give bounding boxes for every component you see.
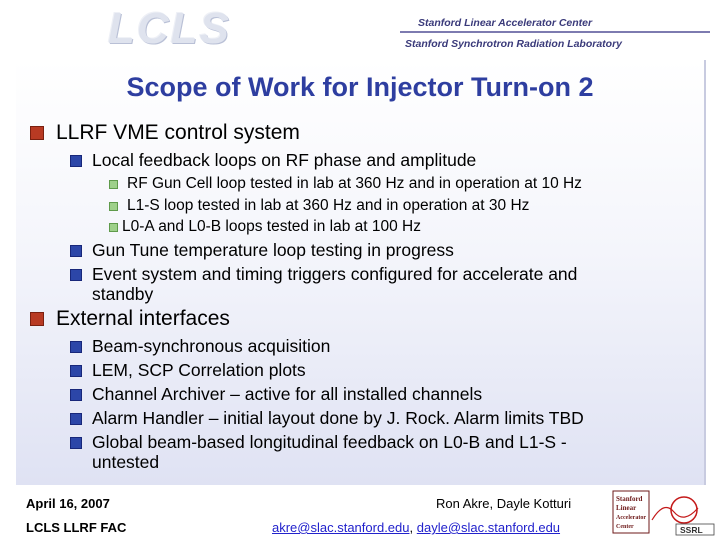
bullet-event-system: [70, 264, 577, 304]
bullet-external-interfaces: [30, 306, 230, 332]
email-separator: ,: [409, 520, 414, 535]
bullet-local-feedback: [70, 150, 476, 170]
square-bullet-icon: [70, 413, 82, 425]
bullet-text: External interfaces: [56, 307, 230, 330]
bullet-text: [92, 264, 577, 304]
square-bullet-icon: [70, 437, 82, 449]
ssrl-text: SSRL: [680, 525, 703, 535]
square-bullet-icon: [70, 389, 82, 401]
bullet-llrf-vme: [30, 120, 300, 146]
email-link-akre[interactable]: akre@slac.stanford.edu: [272, 520, 410, 535]
square-bullet-icon: [70, 269, 82, 281]
bullet-alarm-handler: [70, 408, 584, 428]
bullet-text: L1-S loop tested in lab at 360 Hz and in operation at 30 Hz: [127, 197, 530, 214]
org-name-ssrl: Stanford Synchrotron Radiation Laboratory: [405, 38, 623, 50]
bullet-text: Gun Tune temperature loop testing in progress: [92, 240, 454, 260]
bullet-channel-archiver: [70, 384, 482, 404]
bullet-text: Beam-synchronous acquisition: [92, 336, 331, 356]
logo-line-center: Center: [616, 524, 634, 530]
footer-date: April 16, 2007: [26, 496, 110, 511]
bullet-global-feedback: [70, 432, 567, 472]
sub-bullet-rf-gun: [109, 174, 582, 194]
bullet-text: Channel Archiver – active for all installed channels: [92, 384, 483, 404]
bullet-text-line1: Event system and timing triggers configured for accelerate and: [92, 264, 578, 284]
bullet-text-line1: Global beam-based longitudinal feedback on L0-B and L1-S -: [92, 432, 567, 452]
bullet-text: [92, 432, 567, 472]
lcls-logo: LCLS: [108, 4, 231, 53]
bullet-text-line2: standby: [92, 284, 154, 304]
square-bullet-icon: [109, 223, 118, 232]
bullet-beam-sync: [70, 336, 330, 356]
sub-bullet-l0: [109, 217, 421, 237]
ssrl-beam-icon: [652, 508, 698, 521]
sub-bullet-l1s: [109, 196, 529, 216]
bullet-text: L0-A and L0-B loops tested in lab at 100 Hz: [122, 218, 422, 235]
footer-event: LCLS LLRF FAC: [26, 520, 127, 535]
square-bullet-icon: [109, 202, 118, 211]
slide-header: [0, 0, 720, 58]
bullet-text: LEM, SCP Correlation plots: [92, 360, 306, 380]
slide-title: Scope of Work for Injector Turn-on 2: [126, 72, 594, 102]
square-bullet-icon: [30, 312, 44, 326]
bullet-text: Local feedback loops on RF phase and amplitude: [92, 150, 477, 170]
logo-line-stanford: Stanford: [616, 495, 643, 503]
logo-line-accelerator: Accelerator: [616, 515, 646, 521]
org-name-slac: Stanford Linear Accelerator Center: [418, 17, 593, 29]
square-bullet-icon: [70, 155, 82, 167]
footer-authors: Ron Akre, Dayle Kotturi: [436, 496, 572, 511]
square-bullet-icon: [70, 365, 82, 377]
header-divider: [400, 31, 710, 33]
square-bullet-icon: [70, 341, 82, 353]
bullet-gun-tune: [70, 240, 454, 260]
email-link-kotturi[interactable]: dayle@slac.stanford.edu: [416, 520, 561, 535]
footer-emails: [272, 520, 560, 535]
square-bullet-icon: [109, 180, 118, 189]
logo-line-linear: Linear: [616, 504, 637, 512]
bullet-text: LLRF VME control system: [56, 121, 300, 144]
bullet-text: Alarm Handler – initial layout done by J. Rock. Alarm limits TBD: [92, 408, 584, 428]
bullet-lem: [70, 360, 306, 380]
square-bullet-icon: [30, 126, 44, 140]
slac-ssrl-logo: [612, 490, 716, 536]
square-bullet-icon: [70, 245, 82, 257]
ssrl-ring-icon: [671, 497, 697, 523]
bullet-text: RF Gun Cell loop tested in lab at 360 Hz and in operation at 10 Hz: [127, 175, 582, 192]
bullet-text-line2: untested: [92, 452, 160, 472]
